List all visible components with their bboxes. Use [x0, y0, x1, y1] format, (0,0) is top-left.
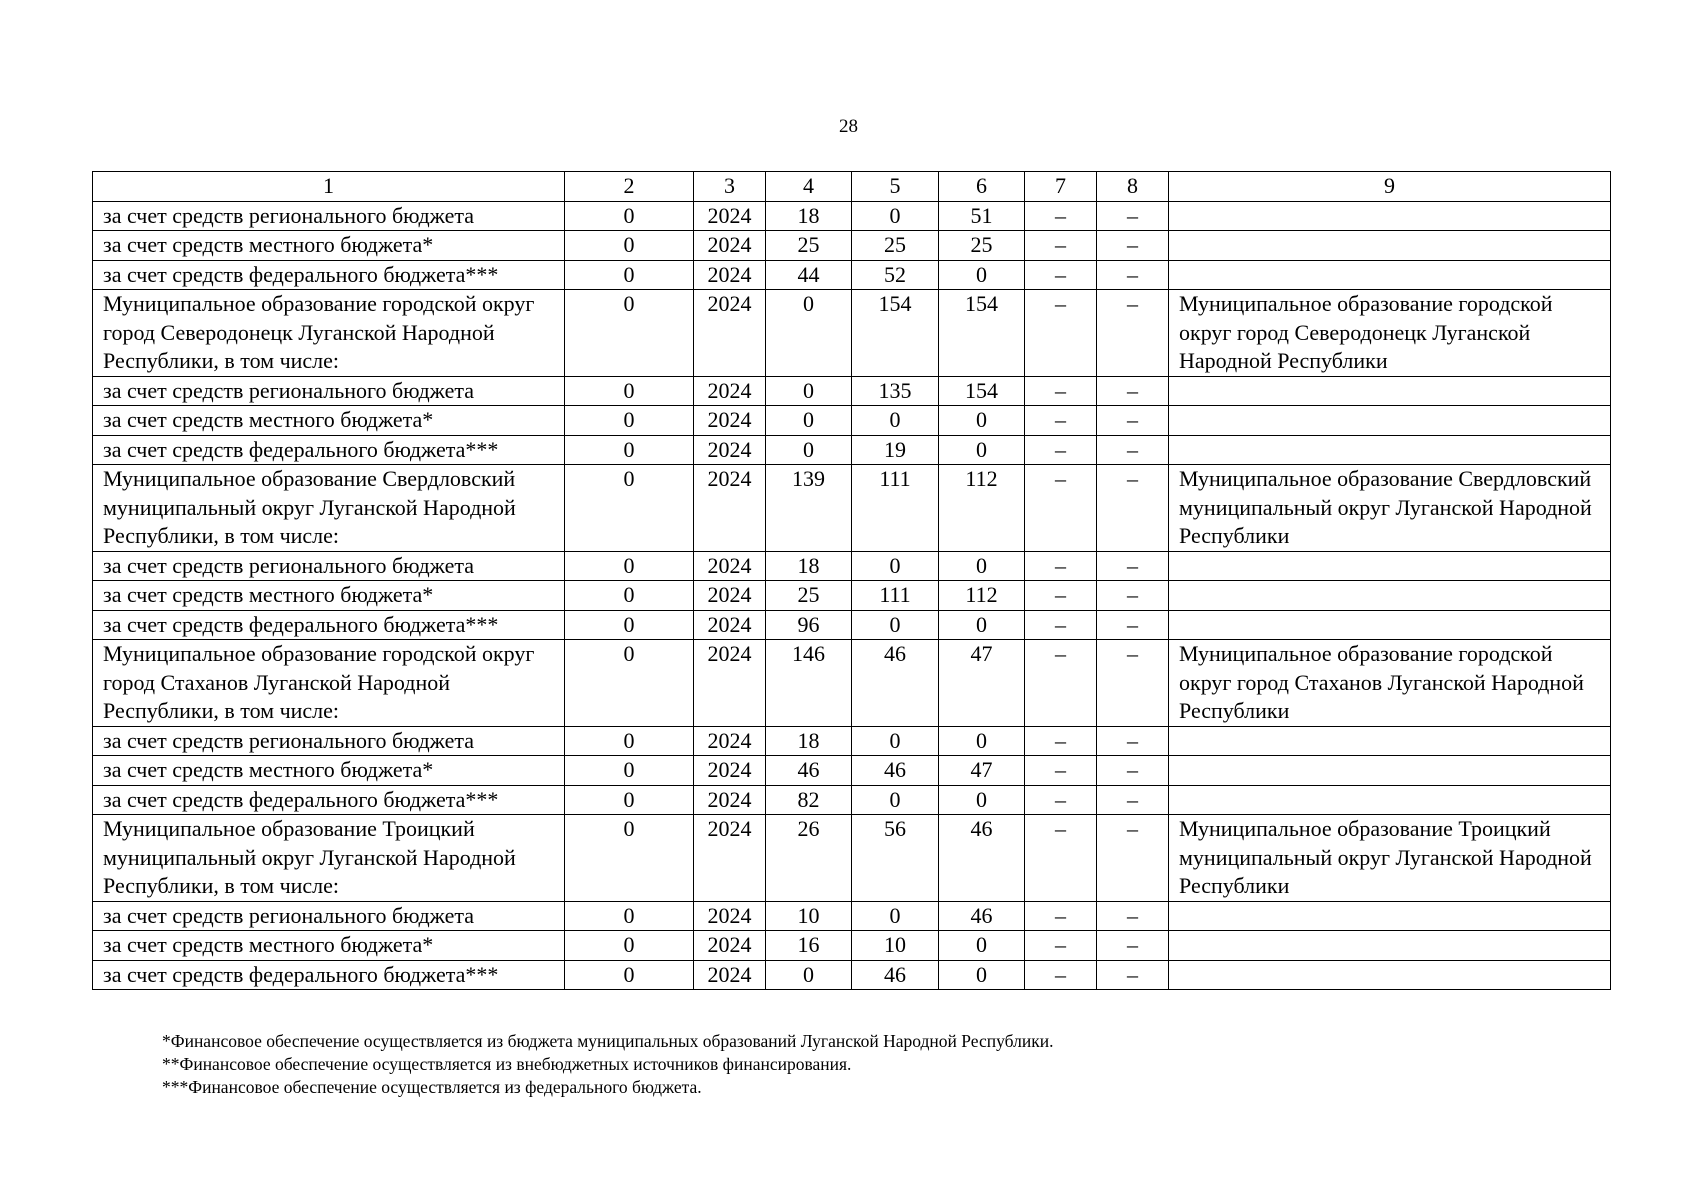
table-row [93, 901, 1611, 931]
table-row [93, 785, 1611, 815]
value-cell: 47 [939, 756, 1025, 786]
value-cell: 154 [939, 290, 1025, 377]
header-cell: 4 [766, 172, 852, 202]
executor-cell: Муниципальное образование городской округ город Северодонецк Луганской Народной Республики [1169, 290, 1611, 377]
header-cell: 7 [1025, 172, 1097, 202]
value-cell: 0 [565, 960, 694, 990]
value-cell: 0 [565, 376, 694, 406]
value-cell: 10 [766, 901, 852, 931]
value-cell: 25 [766, 581, 852, 611]
executor-cell: Муниципальное образование Троицкий муниципальный округ Луганской Народной Республики [1169, 815, 1611, 902]
value-cell: 0 [565, 465, 694, 552]
value-cell: 0 [565, 260, 694, 290]
value-cell: – [1097, 610, 1169, 640]
value-cell: 0 [939, 960, 1025, 990]
row-label-cell: за счет средств федерального бюджета*** [93, 610, 565, 640]
value-cell: – [1097, 435, 1169, 465]
value-cell: – [1025, 756, 1097, 786]
value-cell: 112 [939, 465, 1025, 552]
executor-cell: Муниципальное образование Свердловский муниципальный округ Луганской Народной Республики [1169, 465, 1611, 552]
value-cell: 0 [852, 551, 939, 581]
table-row [93, 290, 1611, 377]
value-cell: – [1025, 960, 1097, 990]
value-cell: – [1097, 551, 1169, 581]
value-cell: 26 [766, 815, 852, 902]
executor-cell: Муниципальное образование городской округ город Стаханов Луганской Народной Республики [1169, 640, 1611, 727]
value-cell: – [1025, 815, 1097, 902]
value-cell: 2024 [694, 815, 766, 902]
value-cell: 25 [766, 231, 852, 261]
value-cell: 82 [766, 785, 852, 815]
table-row [93, 551, 1611, 581]
executor-cell [1169, 726, 1611, 756]
value-cell: 2024 [694, 640, 766, 727]
value-cell: 51 [939, 201, 1025, 231]
value-cell: 112 [939, 581, 1025, 611]
value-cell: – [1025, 231, 1097, 261]
executor-cell [1169, 231, 1611, 261]
value-cell: – [1097, 931, 1169, 961]
table-row [93, 960, 1611, 990]
value-cell: 2024 [694, 581, 766, 611]
value-cell: 47 [939, 640, 1025, 727]
value-cell: 0 [852, 201, 939, 231]
value-cell: – [1097, 785, 1169, 815]
value-cell: – [1025, 435, 1097, 465]
row-label-cell: за счет средств местного бюджета* [93, 406, 565, 436]
value-cell: 154 [939, 376, 1025, 406]
value-cell: – [1097, 815, 1169, 902]
value-cell: – [1097, 290, 1169, 377]
value-cell: – [1025, 290, 1097, 377]
value-cell: – [1025, 726, 1097, 756]
value-cell: 18 [766, 201, 852, 231]
value-cell: – [1025, 785, 1097, 815]
value-cell: – [1025, 376, 1097, 406]
value-cell: – [1025, 260, 1097, 290]
value-cell: – [1097, 376, 1169, 406]
value-cell: 2024 [694, 785, 766, 815]
row-label-cell: за счет средств федерального бюджета*** [93, 435, 565, 465]
value-cell: 0 [565, 581, 694, 611]
header-cell: 8 [1097, 172, 1169, 202]
value-cell: 0 [766, 960, 852, 990]
value-cell: 2024 [694, 931, 766, 961]
value-cell: 111 [852, 465, 939, 552]
value-cell: 0 [565, 406, 694, 436]
data-table [92, 171, 1611, 990]
executor-cell [1169, 581, 1611, 611]
value-cell: 2024 [694, 551, 766, 581]
value-cell: 2024 [694, 376, 766, 406]
executor-cell [1169, 901, 1611, 931]
table-row [93, 435, 1611, 465]
value-cell: 46 [766, 756, 852, 786]
value-cell: 0 [939, 260, 1025, 290]
footnotes [162, 1030, 1562, 1099]
value-cell: 0 [565, 640, 694, 727]
row-label-cell: Муниципальное образование Троицкий муниципальный округ Луганской Народной Республики, в том числе: [93, 815, 565, 902]
value-cell: 139 [766, 465, 852, 552]
value-cell: 46 [852, 960, 939, 990]
value-cell: 0 [852, 785, 939, 815]
value-cell: 0 [766, 376, 852, 406]
value-cell: 0 [939, 726, 1025, 756]
executor-cell [1169, 756, 1611, 786]
value-cell: 46 [852, 756, 939, 786]
value-cell: 0 [939, 551, 1025, 581]
row-label-cell: за счет средств регионального бюджета [93, 201, 565, 231]
value-cell: 0 [939, 931, 1025, 961]
value-cell: 19 [852, 435, 939, 465]
value-cell: – [1097, 581, 1169, 611]
table-row [93, 231, 1611, 261]
value-cell: 154 [852, 290, 939, 377]
footnote: ***Финансовое обеспечение осуществляется из федерального бюджета. [162, 1077, 702, 1097]
value-cell: 0 [852, 610, 939, 640]
executor-cell [1169, 960, 1611, 990]
row-label-cell: за счет средств федерального бюджета*** [93, 960, 565, 990]
value-cell: 2024 [694, 756, 766, 786]
value-cell: – [1097, 726, 1169, 756]
value-cell: – [1097, 231, 1169, 261]
value-cell: 0 [565, 756, 694, 786]
value-cell: 0 [565, 610, 694, 640]
value-cell: 0 [852, 901, 939, 931]
row-label-cell: за счет средств регионального бюджета [93, 726, 565, 756]
value-cell: 0 [565, 815, 694, 902]
table-row [93, 756, 1611, 786]
header-cell: 6 [939, 172, 1025, 202]
executor-cell [1169, 610, 1611, 640]
value-cell: 0 [852, 726, 939, 756]
executor-cell [1169, 376, 1611, 406]
value-cell: 0 [565, 551, 694, 581]
executor-cell [1169, 406, 1611, 436]
header-cell: 3 [694, 172, 766, 202]
value-cell: 44 [766, 260, 852, 290]
table-row [93, 581, 1611, 611]
value-cell: 0 [565, 290, 694, 377]
footnote: **Финансовое обеспечение осуществляется из внебюджетных источников финансирования. [162, 1054, 852, 1074]
value-cell: 10 [852, 931, 939, 961]
value-cell: 25 [852, 231, 939, 261]
value-cell: 0 [565, 901, 694, 931]
table-row [93, 201, 1611, 231]
value-cell: 0 [565, 726, 694, 756]
value-cell: – [1097, 756, 1169, 786]
row-label-cell: за счет средств регионального бюджета [93, 901, 565, 931]
value-cell: 0 [565, 231, 694, 261]
table-row [93, 376, 1611, 406]
executor-cell [1169, 785, 1611, 815]
table-row [93, 726, 1611, 756]
value-cell: – [1097, 201, 1169, 231]
value-cell: 0 [565, 931, 694, 961]
value-cell: 2024 [694, 201, 766, 231]
row-label-cell: за счет средств местного бюджета* [93, 756, 565, 786]
value-cell: 56 [852, 815, 939, 902]
value-cell: – [1025, 551, 1097, 581]
value-cell: – [1025, 465, 1097, 552]
table-row [93, 610, 1611, 640]
value-cell: 96 [766, 610, 852, 640]
value-cell: 0 [939, 435, 1025, 465]
row-label-cell: за счет средств регионального бюджета [93, 551, 565, 581]
value-cell: 135 [852, 376, 939, 406]
value-cell: 16 [766, 931, 852, 961]
header-cell: 5 [852, 172, 939, 202]
value-cell: 2024 [694, 260, 766, 290]
row-label-cell: Муниципальное образование городской округ город Северодонецк Луганской Народной Республики, в том числе: [93, 290, 565, 377]
value-cell: – [1097, 901, 1169, 931]
page-number: 28 [839, 116, 858, 137]
row-label-cell: за счет средств федерального бюджета*** [93, 785, 565, 815]
value-cell: 2024 [694, 231, 766, 261]
header-cell: 2 [565, 172, 694, 202]
value-cell: – [1097, 406, 1169, 436]
value-cell: 0 [766, 406, 852, 436]
row-label-cell: Муниципальное образование городской округ город Стаханов Луганской Народной Республики, в том числе: [93, 640, 565, 727]
table-row [93, 465, 1611, 552]
row-label-cell: за счет средств местного бюджета* [93, 931, 565, 961]
value-cell: 0 [565, 435, 694, 465]
value-cell: 0 [939, 785, 1025, 815]
table-header-row [93, 172, 1611, 202]
value-cell: 2024 [694, 960, 766, 990]
value-cell: 0 [852, 406, 939, 436]
value-cell: – [1025, 201, 1097, 231]
executor-cell [1169, 260, 1611, 290]
value-cell: – [1025, 901, 1097, 931]
value-cell: 18 [766, 551, 852, 581]
value-cell: – [1097, 465, 1169, 552]
value-cell: – [1097, 640, 1169, 727]
value-cell: 2024 [694, 406, 766, 436]
value-cell: 0 [766, 435, 852, 465]
value-cell: 2024 [694, 290, 766, 377]
value-cell: – [1025, 610, 1097, 640]
row-label-cell: за счет средств местного бюджета* [93, 231, 565, 261]
value-cell: – [1097, 960, 1169, 990]
value-cell: – [1025, 640, 1097, 727]
value-cell: 2024 [694, 465, 766, 552]
row-label-cell: за счет средств федерального бюджета*** [93, 260, 565, 290]
value-cell: 2024 [694, 726, 766, 756]
value-cell: – [1025, 931, 1097, 961]
value-cell: 2024 [694, 435, 766, 465]
executor-cell [1169, 435, 1611, 465]
executor-cell [1169, 551, 1611, 581]
value-cell: 18 [766, 726, 852, 756]
value-cell: 0 [565, 201, 694, 231]
footnote: *Финансовое обеспечение осуществляется из бюджета муниципальных образований Луганской Народной Республики. [162, 1031, 1054, 1051]
table-row [93, 815, 1611, 902]
row-label-cell: за счет средств регионального бюджета [93, 376, 565, 406]
value-cell: 52 [852, 260, 939, 290]
value-cell: 46 [939, 901, 1025, 931]
value-cell: 46 [939, 815, 1025, 902]
table-row [93, 931, 1611, 961]
executor-cell [1169, 201, 1611, 231]
value-cell: – [1025, 581, 1097, 611]
value-cell: 146 [766, 640, 852, 727]
value-cell: – [1097, 260, 1169, 290]
value-cell: 0 [766, 290, 852, 377]
value-cell: 0 [565, 785, 694, 815]
executor-cell [1169, 931, 1611, 961]
table-row [93, 640, 1611, 727]
value-cell: 111 [852, 581, 939, 611]
header-cell: 1 [93, 172, 565, 202]
value-cell: – [1025, 406, 1097, 436]
header-cell: 9 [1169, 172, 1611, 202]
row-label-cell: Муниципальное образование Свердловский муниципальный округ Луганской Народной Республики, в том числе: [93, 465, 565, 552]
value-cell: 25 [939, 231, 1025, 261]
row-label-cell: за счет средств местного бюджета* [93, 581, 565, 611]
value-cell: 2024 [694, 610, 766, 640]
value-cell: 46 [852, 640, 939, 727]
table-row [93, 406, 1611, 436]
value-cell: 0 [939, 406, 1025, 436]
table-row [93, 260, 1611, 290]
value-cell: 2024 [694, 901, 766, 931]
value-cell: 0 [939, 610, 1025, 640]
